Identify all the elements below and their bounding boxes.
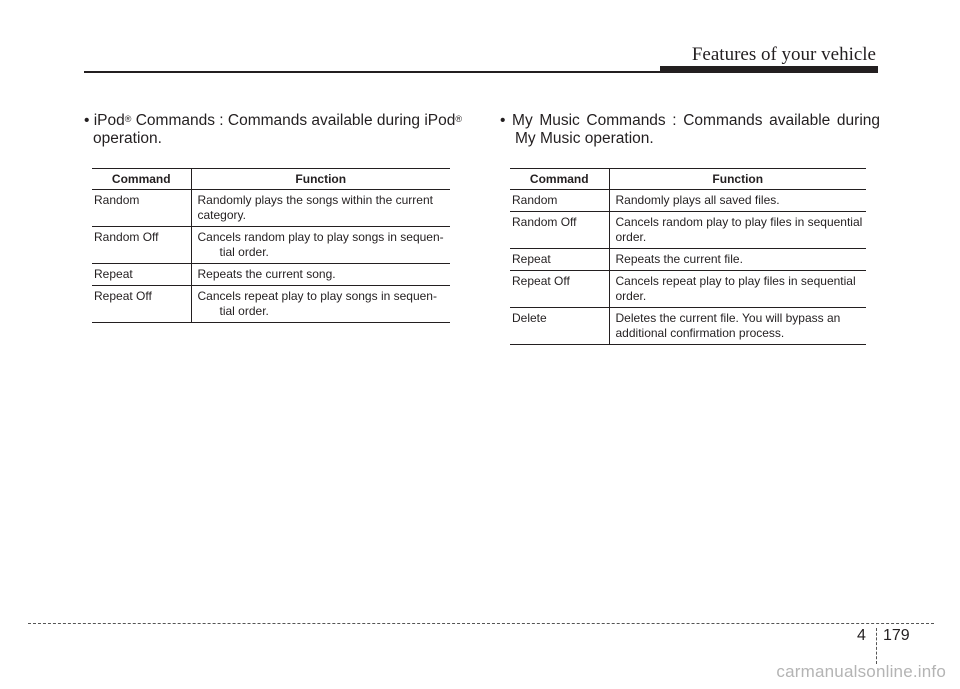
watermark: carmanualsonline.info — [776, 662, 946, 681]
my-music-command-table — [510, 168, 866, 345]
function-text: Repeats the current file. — [615, 252, 743, 266]
function-cell — [191, 264, 450, 286]
function-cell — [609, 212, 866, 249]
command-cell: Repeat Off — [92, 286, 191, 323]
function-text: Deletes the current file. You will bypass an — [615, 311, 841, 325]
bullet-middle: Commands : Commands available during iPod — [131, 112, 456, 129]
bullet-line1: • My Music Commands : Commands available during — [500, 112, 880, 129]
function-text-cont: order. — [615, 289, 647, 303]
table-row — [92, 286, 450, 323]
function-text-cont: additional confirmation process. — [615, 326, 785, 340]
column-header-command: Command — [510, 169, 609, 190]
command-cell: Repeat — [92, 264, 191, 286]
command-cell: Random — [510, 190, 609, 212]
bullet-line2: My Music operation. — [515, 130, 654, 147]
function-text-cont: tial order. — [219, 304, 269, 318]
function-text: Cancels random play to play files in sequential — [615, 215, 863, 229]
registered-mark: ® — [124, 114, 132, 124]
command-cell: Random Off — [92, 227, 191, 264]
header-rule-accent — [660, 66, 878, 73]
ipod-commands-intro — [84, 112, 464, 148]
table-row — [92, 264, 450, 286]
function-cell — [609, 190, 866, 212]
column-header-function: Function — [609, 169, 866, 190]
table-row — [510, 249, 866, 271]
command-cell: Repeat — [510, 249, 609, 271]
table-row — [510, 308, 866, 345]
function-text: Cancels random play to play songs in sequen- — [197, 230, 444, 244]
table-header-row — [510, 169, 866, 190]
function-text: Randomly plays the songs within the current — [197, 193, 433, 207]
page-number-divider — [876, 628, 877, 664]
column-header-command: Command — [92, 169, 191, 190]
function-text: Randomly plays all saved files. — [615, 193, 780, 207]
function-cell — [609, 271, 866, 308]
bullet-prefix: • iPod — [84, 112, 125, 129]
table-header-row — [92, 169, 450, 190]
command-cell: Delete — [510, 308, 609, 345]
function-cell — [191, 286, 450, 323]
function-text-cont: tial order. — [219, 245, 269, 259]
function-cell — [609, 308, 866, 345]
my-music-commands-intro — [500, 112, 880, 148]
command-cell: Repeat Off — [510, 271, 609, 308]
function-cell — [609, 249, 866, 271]
table-row — [92, 227, 450, 264]
ipod-command-table — [92, 168, 450, 323]
function-text-cont: category. — [197, 208, 246, 222]
table-row — [510, 271, 866, 308]
page-number: 179 — [883, 627, 910, 644]
table-row — [510, 212, 866, 249]
function-text: Cancels repeat play to play files in sequential — [615, 274, 856, 288]
function-text-cont: order. — [615, 230, 647, 244]
table-row — [510, 190, 866, 212]
footer-rule — [28, 623, 934, 624]
command-cell: Random Off — [510, 212, 609, 249]
column-header-function: Function — [191, 169, 450, 190]
bullet-line2: operation. — [93, 130, 162, 147]
function-text: Repeats the current song. — [197, 267, 336, 281]
registered-mark: ® — [455, 114, 462, 124]
chapter-number: 4 — [857, 627, 866, 644]
function-text: Cancels repeat play to play songs in sequen- — [197, 289, 437, 303]
command-cell: Random — [92, 190, 191, 227]
section-title: Features of your vehicle — [691, 44, 876, 65]
table-row — [92, 190, 450, 227]
function-cell — [191, 190, 450, 227]
function-cell — [191, 227, 450, 264]
